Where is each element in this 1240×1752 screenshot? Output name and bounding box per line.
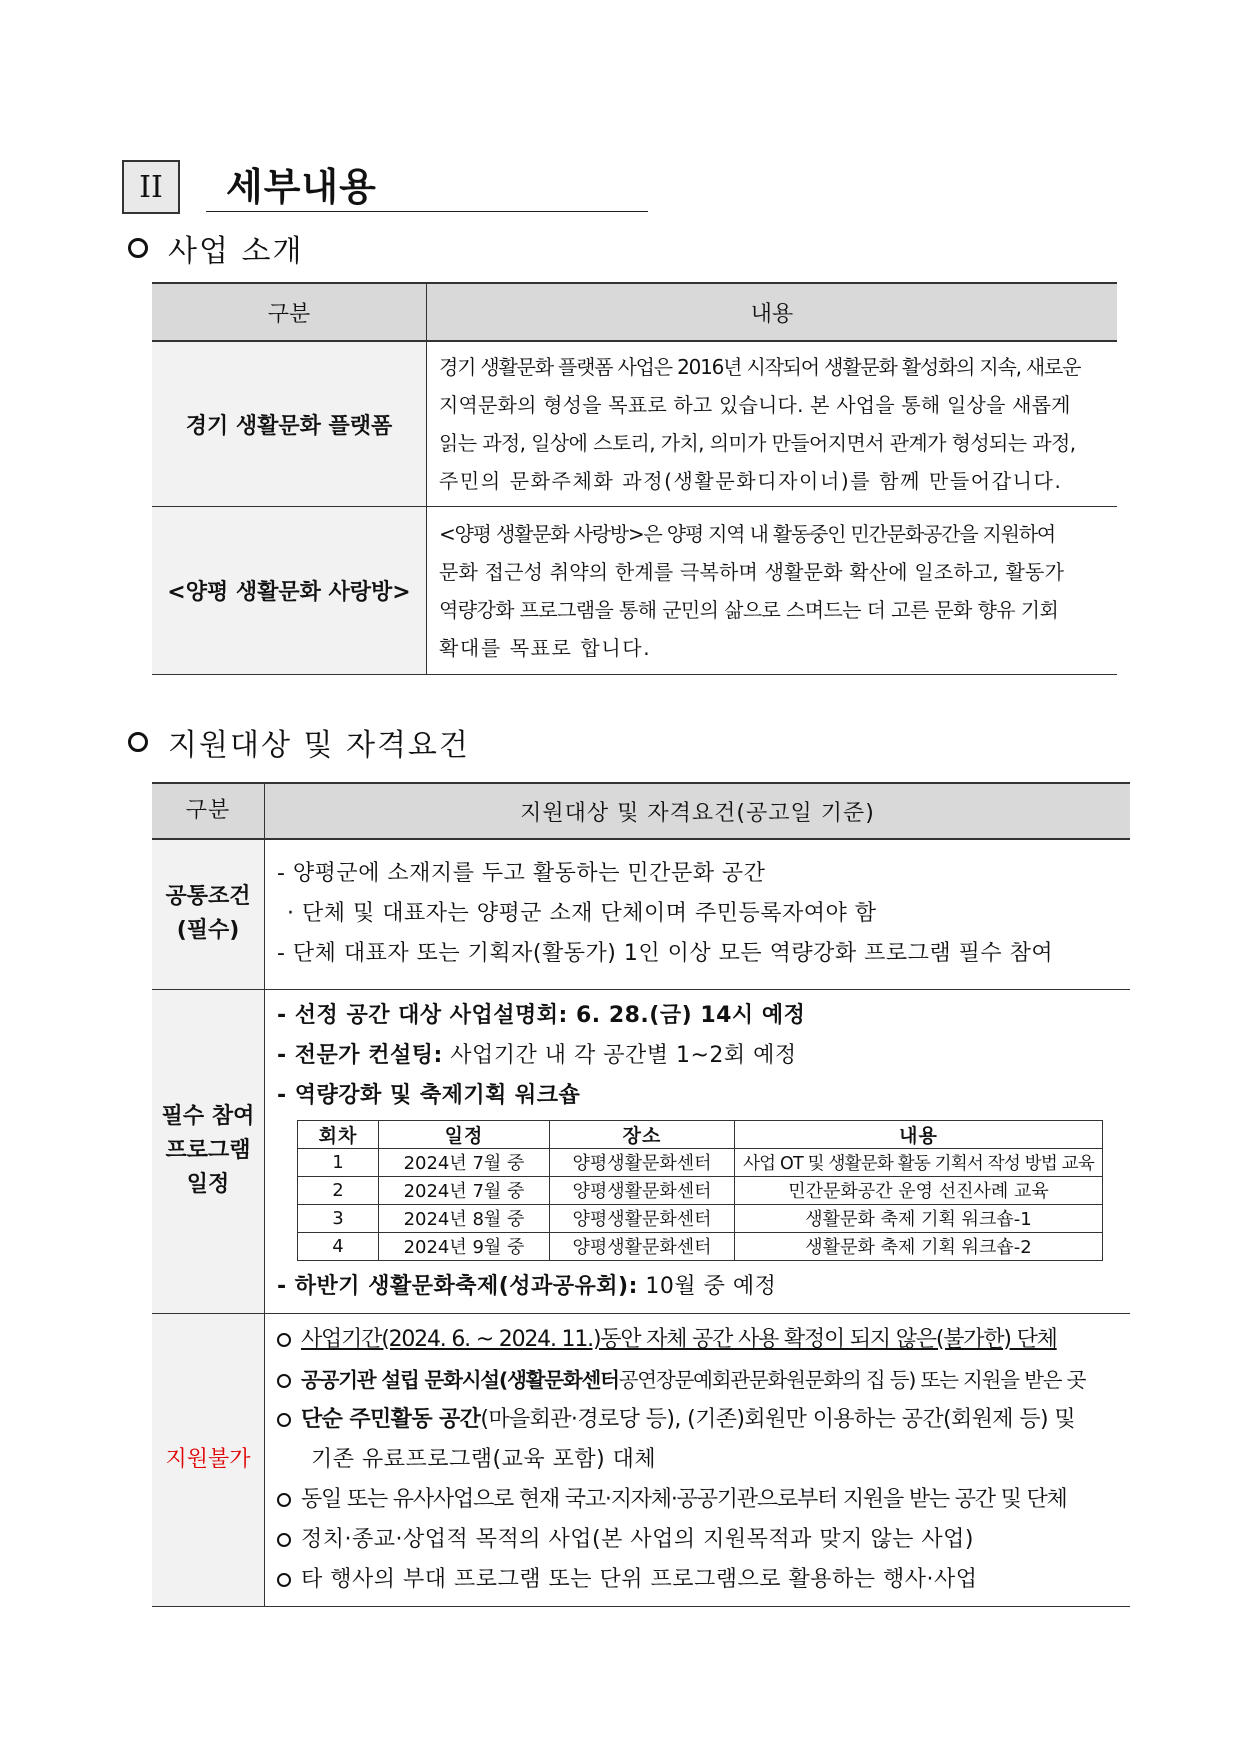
underlined-text: 사업기간(2024. 6. ~ 2024. 11.)동안 자체 공간 사용 확정이 되지 않은(불가한) 단체 — [301, 1326, 1057, 1352]
schedule-cell: 생활문화 축제 기획 워크숍-1 — [735, 1204, 1103, 1232]
intro-header-category: 구분 — [152, 283, 427, 341]
subheading-intro-text: 사업 소개 — [168, 234, 304, 269]
content-line: - 선정 공간 대상 사업설명회: 6. 28.(금) 14시 예정 — [277, 1002, 806, 1028]
schedule-cell: 2024년 8월 중 — [379, 1204, 550, 1232]
eligibility-header-content: 지원대상 및 자격요건(공고일 기준) — [265, 783, 1131, 839]
content-line: 확대를 목표로 합니다. — [439, 635, 652, 660]
section-number-box: II — [122, 160, 180, 214]
section-title-underline — [206, 211, 648, 212]
content-line: 문화 접근성 취약의 한계를 극복하며 생활문화 확산에 일조하고, 활동가 — [439, 559, 1065, 584]
schedule-cell: 2 — [298, 1176, 379, 1204]
schedule-cell: 4 — [298, 1232, 379, 1260]
circle-bullet-icon — [277, 1573, 291, 1587]
schedule-cell: 2024년 7월 중 — [379, 1176, 550, 1204]
eligibility-table-header-row — [152, 783, 1130, 839]
label-line: (필수) — [176, 918, 240, 944]
eligibility-table — [152, 782, 1130, 1607]
subheading-eligibility-text: 지원대상 및 자격요건 — [168, 728, 470, 763]
common-condition-content — [265, 839, 1131, 989]
content-line: <양평 생활문화 사랑방>은 양평 지역 내 활동중인 민간문화공간을 지원하여 — [439, 521, 1055, 546]
intro-header-content: 내용 — [427, 283, 1118, 341]
label-line: 일정 — [186, 1172, 230, 1197]
circle-bullet-icon — [277, 1533, 291, 1547]
schedule-cell: 생활문화 축제 기획 워크숍-2 — [735, 1232, 1103, 1260]
required-program-content — [265, 989, 1131, 1313]
table-row — [152, 1313, 1130, 1606]
circle-bullet-icon — [277, 1493, 291, 1507]
intro-table — [152, 282, 1117, 675]
content-line: 기존 유료프로그램(교육 포함) 대체 — [311, 1446, 657, 1472]
plain-text: 사업기간 내 각 공간별 1~2회 예정 — [442, 1042, 797, 1068]
content-line: 역량강화 프로그램을 통해 군민의 삶으로 스며드는 더 고른 문화 향유 기회 — [439, 597, 1059, 622]
intro-row-content — [427, 341, 1118, 507]
schedule-cell: 양평생활문화센터 — [550, 1232, 735, 1260]
content-line: 주민의 문화주체화 과정(생활문화디자이너)를 함께 만들어갑니다. — [439, 469, 1063, 493]
intro-row-content — [427, 507, 1118, 675]
content-line: 지역문화의 형성을 목표로 하고 있습니다. 본 사업을 통해 일상을 새롭게 — [439, 393, 1071, 417]
circle-bullet-icon — [128, 732, 148, 752]
table-row — [152, 989, 1130, 1313]
schedule-header: 회차 — [298, 1120, 379, 1148]
plain-text: 정치·종교·상업적 목적의 사업(본 사업의 지원목적과 맞지 않는 사업) — [301, 1526, 974, 1552]
content-line — [277, 1400, 1124, 1440]
schedule-cell: 1 — [298, 1148, 379, 1176]
content-line: - 역량강화 및 축제기획 워크숍 — [277, 1082, 581, 1108]
content-line: 경기 생활문화 플랫폼 사업은 2016년 시작되어 생활문화 활성화의 지속, 새로운 — [439, 355, 1081, 379]
table-row — [298, 1232, 1103, 1260]
plain-text: 타 행사의 부대 프로그램 또는 단위 프로그램으로 활용하는 행사·사업 — [301, 1566, 978, 1592]
common-condition-label — [152, 839, 265, 989]
table-row — [298, 1148, 1103, 1176]
circle-bullet-icon — [277, 1374, 291, 1388]
content-line — [277, 1036, 1124, 1076]
label-line: 프로그램 — [165, 1138, 251, 1163]
required-program-label — [152, 989, 265, 1313]
content-line: 읽는 과정, 일상에 스토리, 가치, 의미가 만들어지면서 관계가 형성되는 과정, — [439, 431, 1076, 455]
table-row — [152, 341, 1117, 507]
intro-row-category: <양평 생활문화 사랑방> — [152, 507, 427, 675]
label-line: 공통조건 — [165, 884, 251, 910]
subheading-intro — [128, 228, 303, 268]
schedule-cell: 2024년 7월 중 — [379, 1148, 550, 1176]
content-line — [277, 1320, 1124, 1360]
section-header — [122, 160, 542, 214]
content-line — [277, 1560, 1124, 1600]
subheading-eligibility — [128, 722, 470, 762]
schedule-header: 일정 — [379, 1120, 550, 1148]
eligibility-header-category: 구분 — [152, 783, 265, 839]
intro-row-category: 경기 생활문화 플랫폼 — [152, 341, 427, 507]
plain-text: 10월 중 예정 — [637, 1273, 777, 1299]
bold-text: - 하반기 생활문화축제(성과공유회): — [277, 1273, 638, 1299]
content-line: - 단체 대표자 또는 기획자(활동가) 1인 이상 모든 역량강화 프로그램 필수 참여 — [277, 941, 1054, 967]
table-row — [152, 839, 1130, 989]
schedule-cell: 양평생활문화센터 — [550, 1204, 735, 1232]
content-line: · 단체 및 대표자는 양평군 소재 단체이며 주민등록자여야 함 — [287, 901, 877, 927]
circle-bullet-icon — [277, 1413, 291, 1427]
table-row — [298, 1204, 1103, 1232]
schedule-header: 내용 — [735, 1120, 1103, 1148]
plain-text: (마을회관·경로당 등), (기존)회원만 이용하는 공간(회원제 등) 및 — [480, 1406, 1076, 1432]
plain-text: 동일 또는 유사사업으로 현재 국고·지자체·공공기관으로부터 지원을 받는 공간 및 단체 — [301, 1486, 1067, 1512]
bold-text: - 전문가 컨설팅: — [277, 1042, 443, 1068]
content-line — [277, 1267, 1124, 1307]
table-row — [152, 507, 1117, 675]
excluded-label: 지원불가 — [152, 1313, 265, 1606]
section-title: 세부내용 — [226, 165, 377, 209]
content-line — [277, 1520, 1124, 1560]
circle-bullet-icon — [277, 1333, 291, 1347]
label-line: 필수 참여 — [161, 1104, 255, 1129]
schedule-header: 장소 — [550, 1120, 735, 1148]
table-row — [298, 1176, 1103, 1204]
plain-text: 공연장문예회관문화원문화의 집 등) 또는 지원을 받은 곳 — [618, 1367, 1086, 1392]
schedule-cell: 사업 OT 및 생활문화 활동 기획서 작성 방법 교육 — [735, 1148, 1103, 1176]
bold-text: 단순 주민활동 공간 — [301, 1406, 481, 1432]
content-line — [277, 1480, 1124, 1520]
content-line: - 양평군에 소재지를 두고 활동하는 민간문화 공간 — [277, 861, 766, 887]
workshop-schedule-table — [297, 1120, 1103, 1261]
circle-bullet-icon — [128, 238, 148, 258]
content-line — [277, 1360, 1124, 1400]
schedule-header-row — [298, 1120, 1103, 1148]
schedule-cell: 양평생활문화센터 — [550, 1148, 735, 1176]
bold-text: 공공기관 설립 문화시설(생활문화센터 — [301, 1367, 619, 1392]
schedule-cell: 3 — [298, 1204, 379, 1232]
schedule-cell: 2024년 9월 중 — [379, 1232, 550, 1260]
schedule-cell: 양평생활문화센터 — [550, 1176, 735, 1204]
excluded-content — [265, 1313, 1131, 1606]
intro-table-header-row — [152, 283, 1117, 341]
schedule-cell: 민간문화공간 운영 선진사례 교육 — [735, 1176, 1103, 1204]
